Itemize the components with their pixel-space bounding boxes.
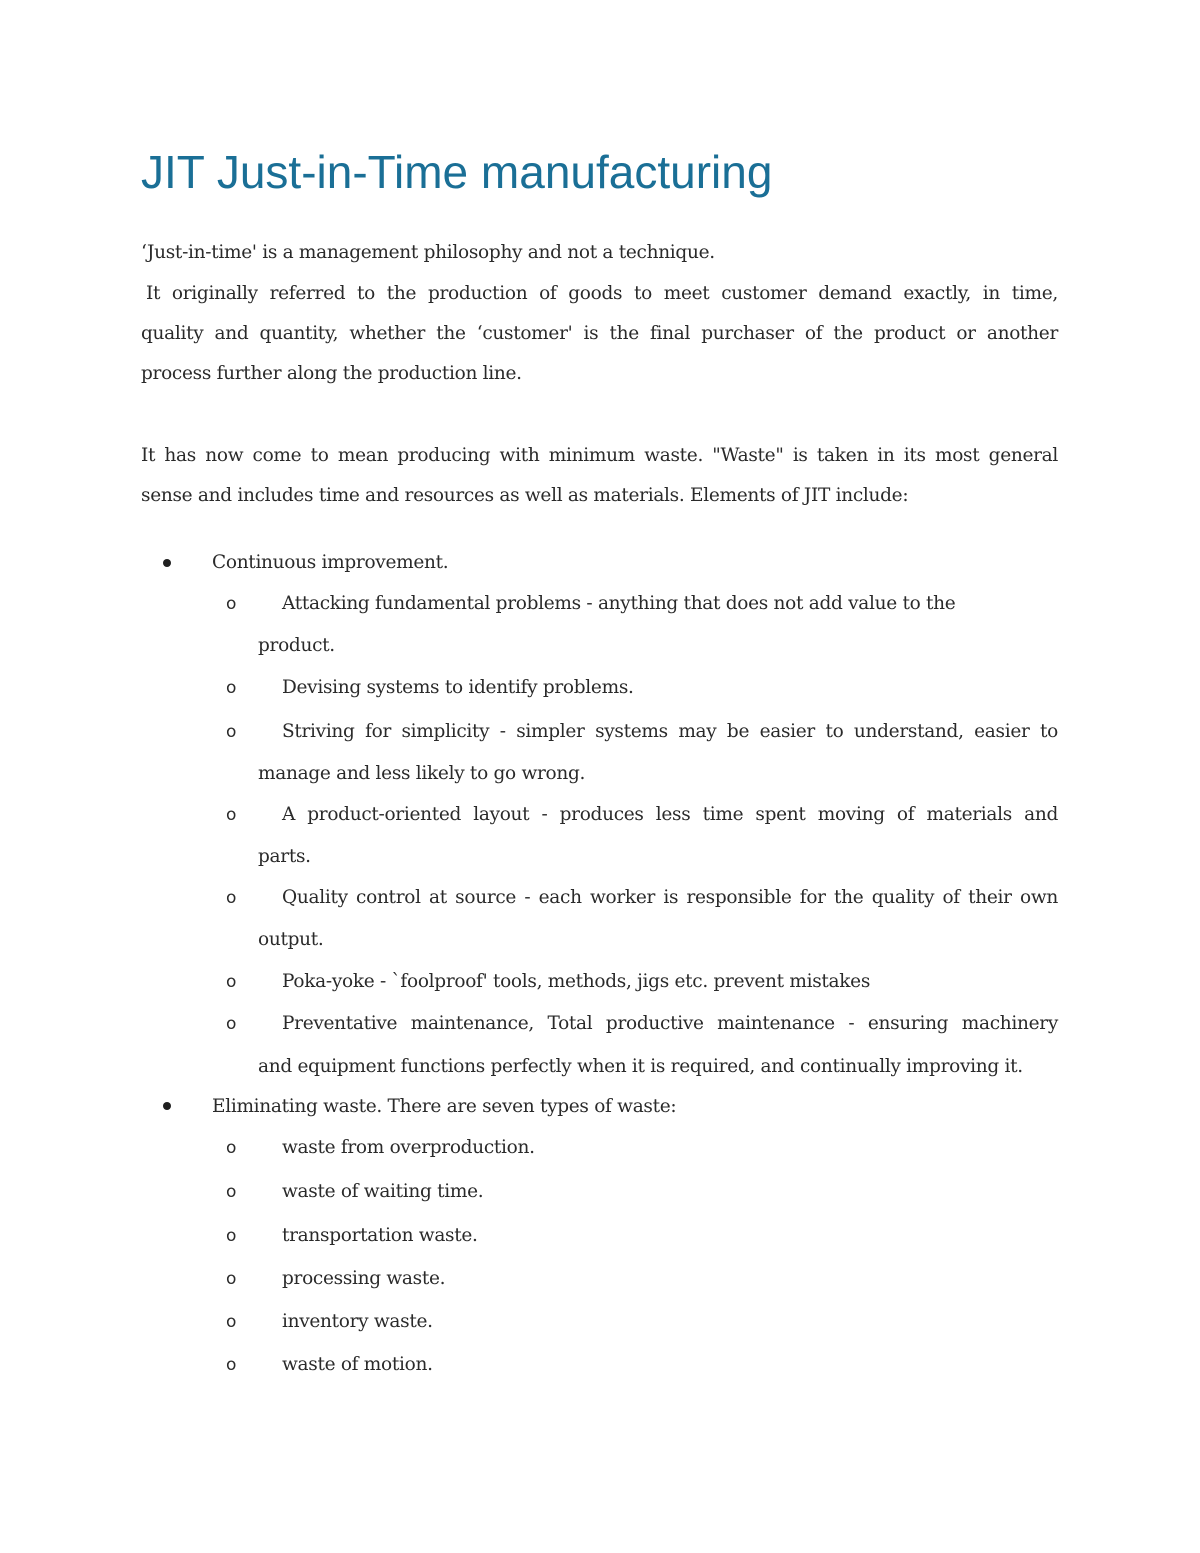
sub-item-text: A product-oriented layout - produces less time spent moving of materials and	[282, 804, 1058, 825]
sub-bullet-icon: o	[225, 1269, 237, 1289]
sub-bullet-icon: o	[225, 805, 237, 825]
sub-bullet-icon: o	[225, 1312, 237, 1332]
sub-item-layout-cont: parts.	[258, 846, 311, 867]
bullet-dot-icon	[163, 559, 171, 567]
sub-bullet-icon: o	[225, 1182, 237, 1202]
sub-item-text: Devising systems to identify problems.	[282, 677, 634, 698]
sub-item-text: Striving for simplicity - simpler systems may be easier to understand, easier to	[282, 721, 1058, 742]
sub-item-text: Attacking fundamental problems - anything that does not add value to the	[282, 593, 956, 614]
sub-item-maintenance	[282, 1012, 1058, 1036]
sub-item-attacking	[282, 592, 1058, 616]
para2-line-1	[141, 444, 1058, 468]
sub-item-overproduction	[282, 1136, 1058, 1160]
sub-item-text: inventory waste.	[282, 1311, 433, 1332]
sub-item-motion	[282, 1353, 1058, 1377]
para2-line-2: sense and includes time and resources as well as materials. Elements of JIT include:	[141, 485, 909, 506]
sub-item-text: waste of waiting time.	[282, 1181, 484, 1202]
sub-item-attacking-cont: product.	[258, 635, 335, 656]
sub-item-quality-cont: output.	[258, 929, 324, 950]
sub-bullet-icon: o	[225, 594, 237, 614]
intro-line: ‘Just-in-time' is a management philosophy and not a technique.	[141, 242, 715, 263]
sub-bullet-icon: o	[225, 972, 237, 992]
sub-item-processing	[282, 1267, 1058, 1291]
document-title: JIT Just-in-Time manufacturing	[141, 146, 773, 198]
sub-bullet-icon: o	[225, 1355, 237, 1375]
para1-line-1	[146, 282, 1058, 306]
sub-bullet-icon: o	[225, 1226, 237, 1246]
sub-item-waiting	[282, 1180, 1058, 1204]
sub-item-text: Poka-yoke - `foolproof' tools, methods, jigs etc. prevent mistakes	[282, 971, 871, 992]
sub-bullet-icon: o	[225, 722, 237, 742]
sub-item-text: transportation waste.	[282, 1225, 478, 1246]
list-item-continuous-improvement: Continuous improvement.	[212, 552, 449, 573]
sub-item-text: waste from overproduction.	[282, 1137, 535, 1158]
para1-text-2: quality and quantity, whether the ‘customer' is the final purchaser of the product or another	[141, 323, 1058, 344]
para1-line-2	[141, 322, 1058, 346]
sub-item-quality	[282, 886, 1058, 910]
para1-text-1: It originally referred to the production of goods to meet customer demand exactly, in time,	[146, 283, 1058, 304]
list-item-eliminating-waste: Eliminating waste. There are seven types of waste:	[212, 1096, 677, 1117]
sub-bullet-icon: o	[225, 1138, 237, 1158]
sub-bullet-icon: o	[225, 1014, 237, 1034]
sub-bullet-icon: o	[225, 678, 237, 698]
sub-item-inventory	[282, 1310, 1058, 1334]
sub-item-devising	[282, 676, 1058, 700]
bullet-dot-icon	[163, 1102, 171, 1110]
sub-item-layout	[282, 803, 1058, 827]
sub-item-striving	[282, 720, 1058, 744]
sub-bullet-icon: o	[225, 888, 237, 908]
sub-item-transportation	[282, 1224, 1058, 1248]
sub-item-maintenance-cont: and equipment functions perfectly when it is required, and continually improving it.	[258, 1056, 1023, 1077]
sub-item-striving-cont: manage and less likely to go wrong.	[258, 763, 586, 784]
para1-line-3: process further along the production line.	[141, 363, 522, 384]
sub-item-text: processing waste.	[282, 1268, 446, 1289]
para2-text-1: It has now come to mean producing with minimum waste. "Waste" is taken in its most general	[141, 445, 1058, 466]
sub-item-text: Quality control at source - each worker is responsible for the quality of their own	[282, 887, 1058, 908]
sub-item-text: Preventative maintenance, Total productive maintenance - ensuring machinery	[282, 1013, 1058, 1034]
sub-item-pokayoke	[282, 970, 1058, 994]
sub-item-text: waste of motion.	[282, 1354, 433, 1375]
